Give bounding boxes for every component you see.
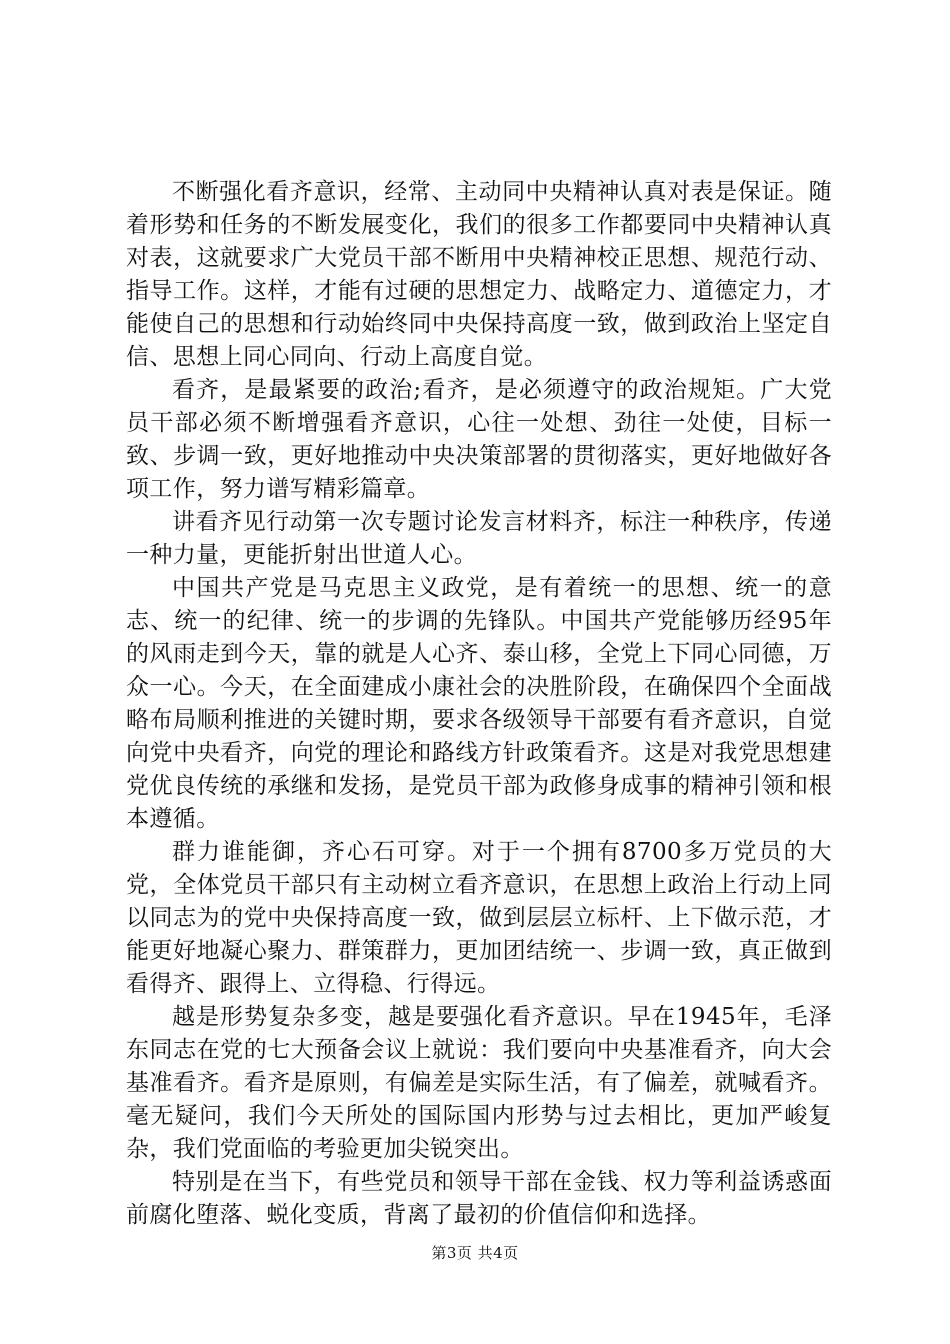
paragraph: 群力谁能御，齐心石可穿。对于一个拥有8700多万党员的大党，全体党员干部只有主动树立看齐意识，在思想上政治上行动上同以同志为的党中央保持高度一致，做到层层立标杆、上下做示范，才能更好地凝心聚力、群策群力，更加团结统一、步调一致，真正做到看得齐、跟得上、立得稳、行得远。: [126, 839, 832, 997]
page-footer: [0, 1243, 950, 1263]
paragraph: 特别是在当下，有些党员和领导干部在金钱、权力等利益诱惑面前腐化堕落、蜕化变质，背离了最初的价值信仰和选择。: [126, 1169, 832, 1228]
paragraph: 越是形势复杂多变，越是要强化看齐意识。早在1945年，毛泽东同志在党的七大预备会议上就说：我们要向中央基准看齐，向大会基准看齐。看齐是原则，有偏差是实际生活，有了偏差，就喊看齐。毫无疑问，我们今天所处的国际国内形势与过去相比，更加严峻复杂，我们党面临的考验更加尖锐突出。: [126, 1004, 832, 1162]
paragraph: 中国共产党是马克思主义政党，是有着统一的思想、统一的意志、统一的纪律、统一的步调的先锋队。中国共产党能够历经95年的风雨走到今天，靠的就是人心齐、泰山移，全党上下同心同德，万众一心。今天，在全面建成小康社会的决胜阶段，在确保四个全面战略布局顺利推进的关键时期，要求各级领导干部要有看齐意识，自觉向党中央看齐，向党的理论和路线方针政策看齐。这是对我党思想建党优良传统的承继和发扬，是党员干部为政修身成事的精神引领和根本遵循。: [126, 575, 832, 832]
paragraph: 看齐，是最紧要的政治;看齐，是必须遵守的政治规矩。广大党员干部必须不断增强看齐意识，心往一处想、劲往一处使，目标一致、步调一致，更好地推动中央决策部署的贯彻落实，更好地做好各项工作，努力谱写精彩篇章。: [126, 377, 832, 502]
paragraph: 讲看齐见行动第一次专题讨论发言材料齐，标注一种秩序，传递一种力量，更能折射出世道人心。: [126, 509, 832, 568]
paragraph: 不断强化看齐意识，经常、主动同中央精神认真对表是保证。随着形势和任务的不断发展变化，我们的很多工作都要同中央精神认真对表，这就要求广大党员干部不断用中央精神校正思想、规范行动、指导工作。这样，才能有过硬的思想定力、战略定力、道德定力，才能使自己的思想和行动始终同中央保持高度一致，做到政治上坚定自信、思想上同心同向、行动上高度自觉。: [126, 179, 832, 370]
document-body: [126, 176, 832, 1232]
page-number: 第3页 共4页: [431, 1244, 519, 1262]
